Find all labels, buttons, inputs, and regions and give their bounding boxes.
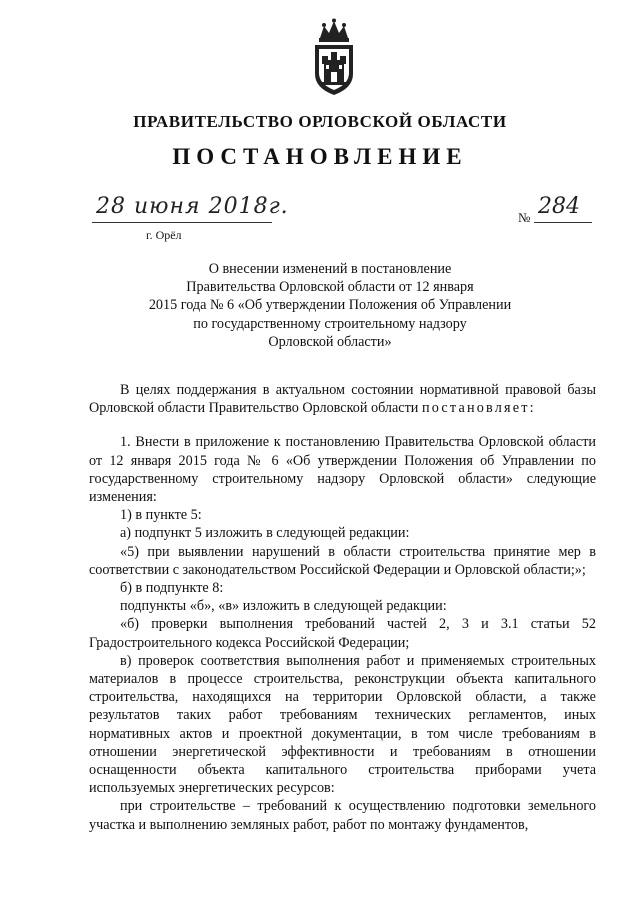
body-paragraph: «5) при выявлении нарушений в области строительства принятие мер в соответствии с законодательством Российской Федерации и Орловской области;»; xyxy=(89,543,596,578)
subject-line: О внесении изменений в постановление xyxy=(208,261,452,277)
body-paragraph: а) подпункт 5 изложить в следующей редакции: xyxy=(120,525,410,542)
number-underline xyxy=(534,222,592,223)
handwritten-number: 284 xyxy=(538,194,580,219)
body-paragraph: подпункты «б», «в» изложить в следующей редакции: xyxy=(120,598,447,615)
body-paragraph: 1. Внести в приложение к постановлению Правительства Орловской области от 12 января 2015 года № 6 «Об утверждении Положения об Управлении по государственному строительному надзору Орловской области» следующие изменения: xyxy=(89,434,596,506)
preamble-text: В целях поддержания в актуальном состоянии нормативной правовой базы Орловской области Правительство Орловской области xyxy=(89,382,596,417)
document-type-title: ПОСТАНОВЛЕНИЕ xyxy=(172,144,468,169)
subject-line: 2015 года № 6 «Об утверждении Положения об Управлении xyxy=(148,297,512,314)
body-paragraph: в) проверок соответствия выполнения работ и применяемых строительных материалов в процессе строительства, реконструкции объекта капитального строительства, находящихся на территории Орловской области, а также результатов таких работ требованиям технических регламентов, иных нормативных актов и проектной документации, в том числе требованиям в отношении энергетической эффективности и требованиям в отношении оснащенности объекта капитального строительства приборами учета используемых энергетических ресурсов: xyxy=(89,652,596,797)
subject-line: Орловской области» xyxy=(268,333,392,350)
document-subject xyxy=(90,260,570,351)
body-paragraph: б) в подпункте 8: xyxy=(120,580,224,597)
body-paragraph: 1) в пункте 5: xyxy=(120,507,202,524)
body-paragraph: при строительстве – требований к осуществлению подготовки земельного участка и выполнению земляных работ, работ по монтажу фундаментов, xyxy=(89,798,596,833)
city-label: г. Орёл xyxy=(146,228,182,242)
organization-title: ПРАВИТЕЛЬСТВО ОРЛОВСКОЙ ОБЛАСТИ xyxy=(133,112,507,131)
document-body xyxy=(89,381,596,834)
body-paragraph: «б) проверки выполнения требований частей 2, 3 и 3.1 статьи 52 Градостроительного кодекса Российской Федерации; xyxy=(89,616,596,651)
subject-line: по государственному строительному надзору xyxy=(193,315,467,332)
number-label: № xyxy=(518,210,531,225)
decree-word: постановляет: xyxy=(421,400,536,417)
preamble-paragraph xyxy=(89,381,596,417)
coat-of-arms-icon xyxy=(310,18,358,96)
date-underline xyxy=(92,222,272,223)
subject-line: Правительства Орловской области от 12 января xyxy=(186,279,474,296)
handwritten-date: 28 июня 2018г. xyxy=(96,194,289,219)
